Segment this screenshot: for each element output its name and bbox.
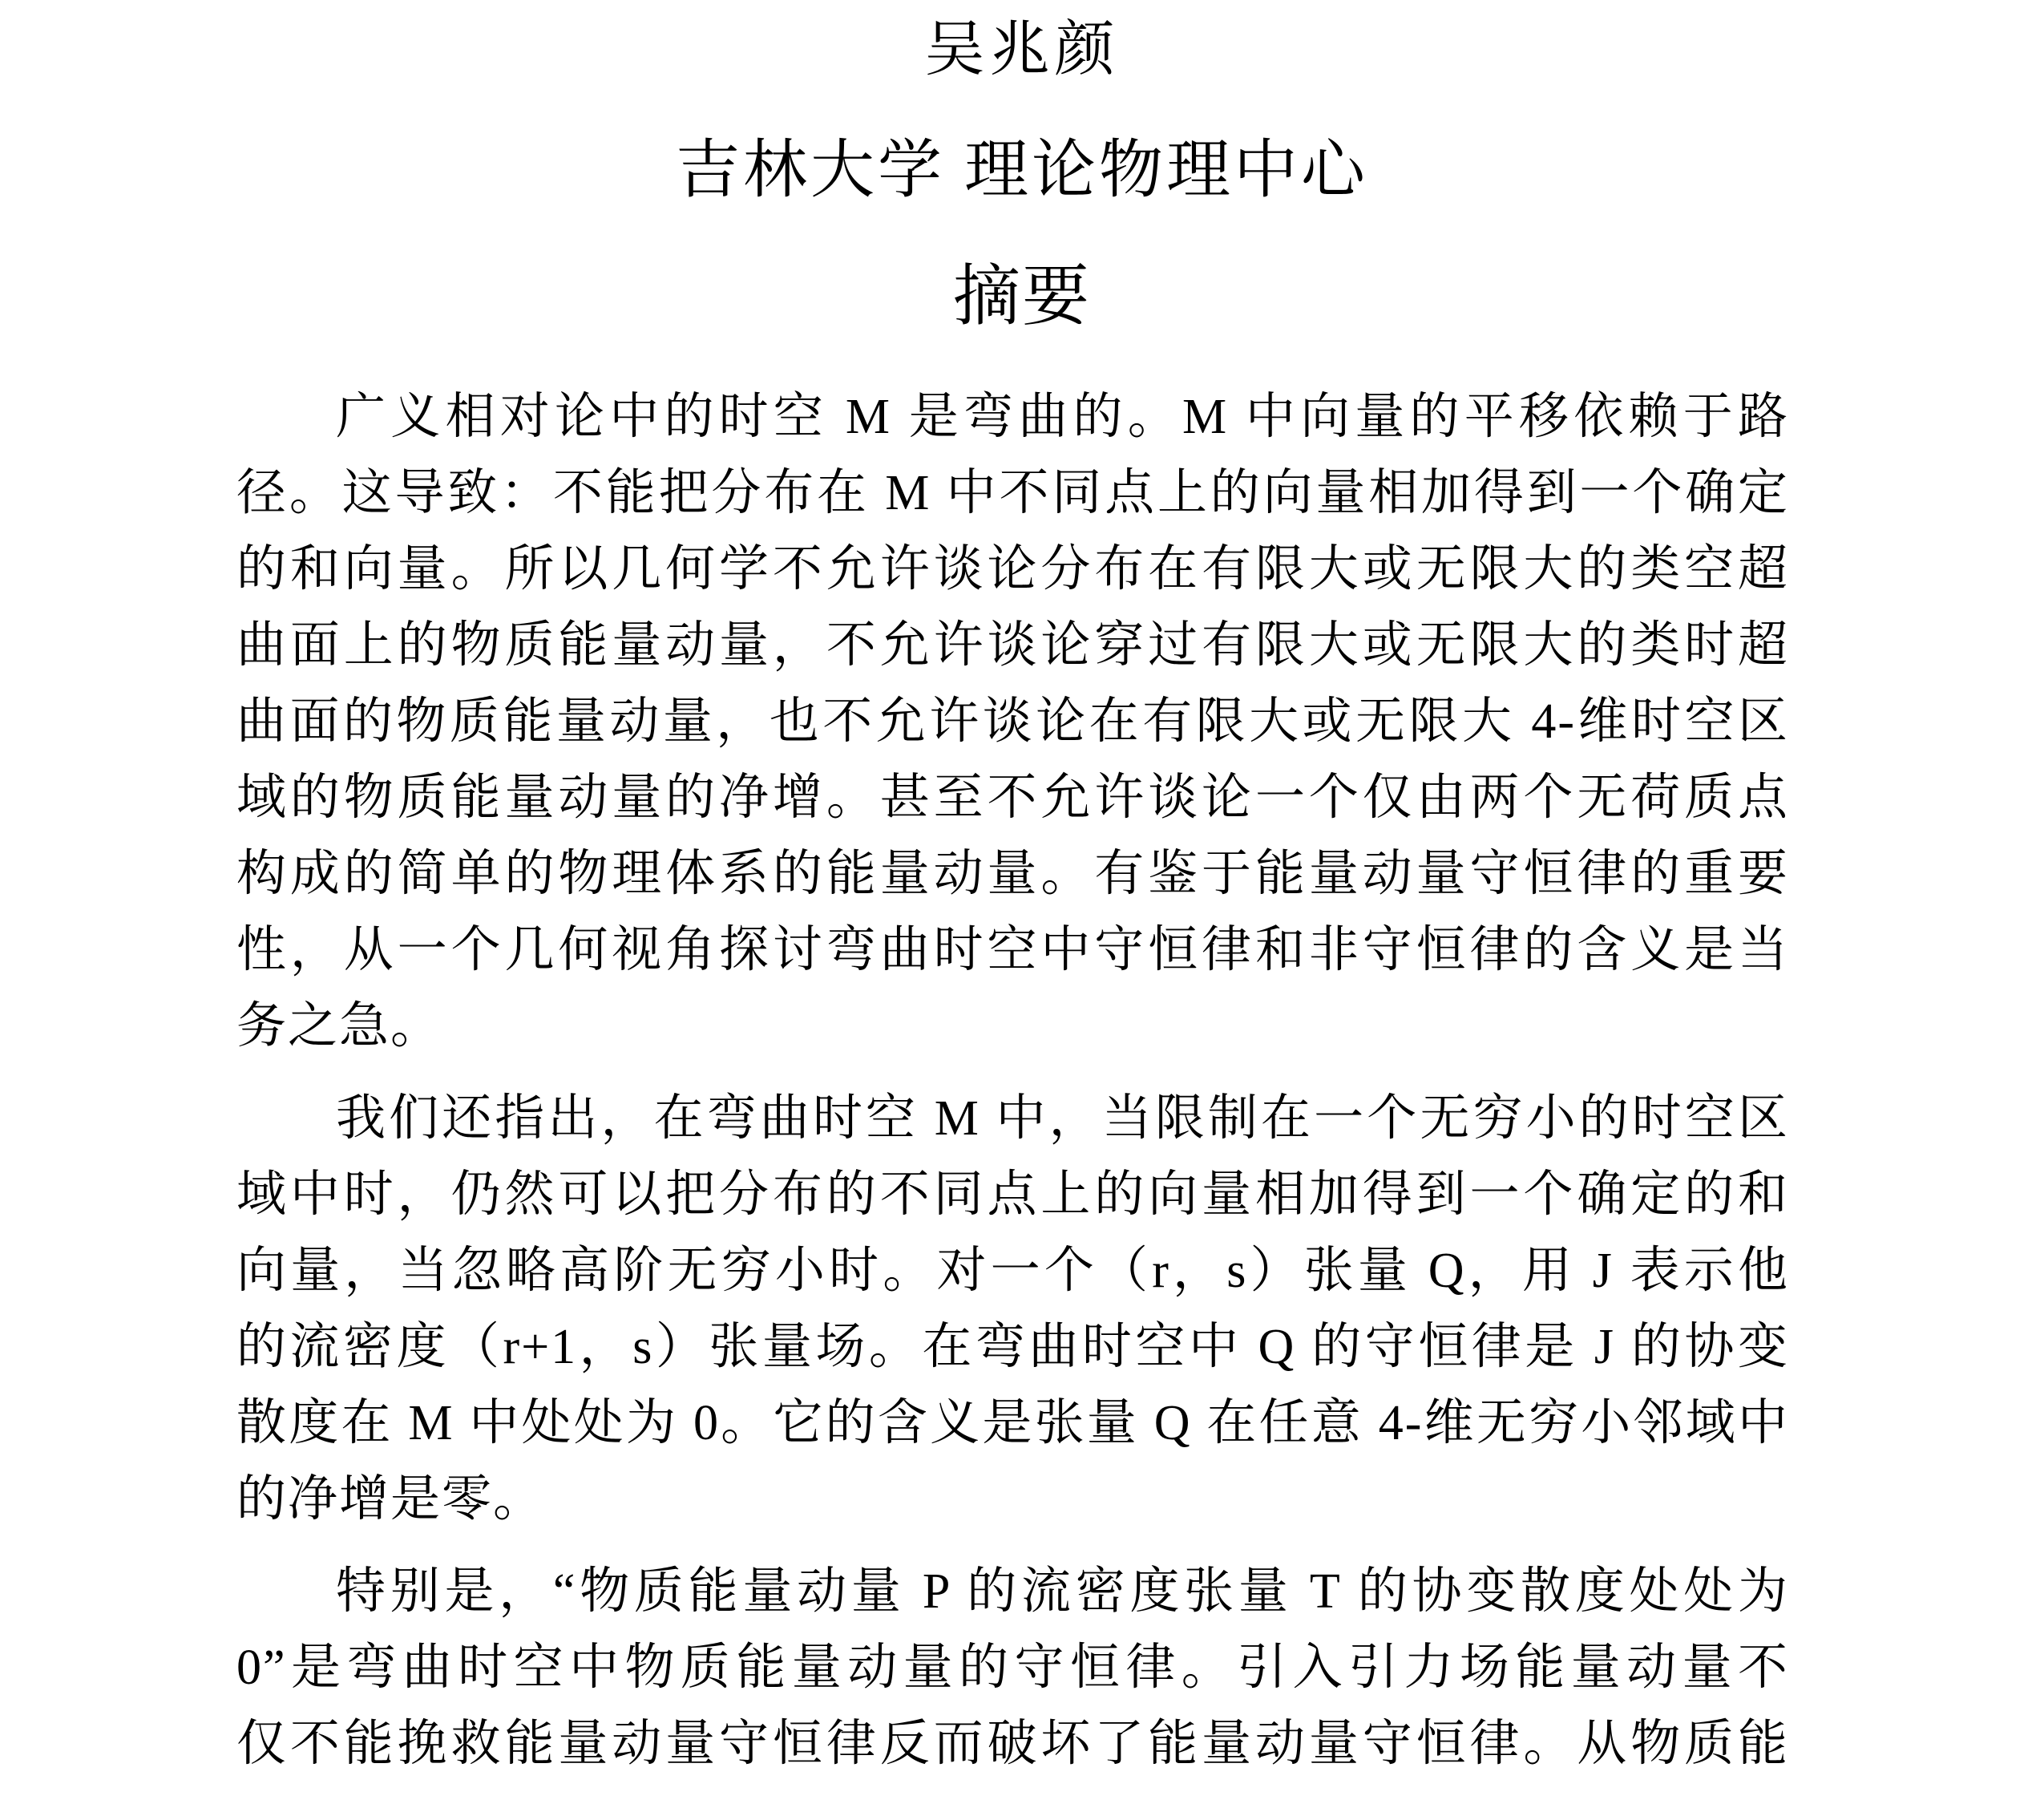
abstract-line: 广义相对论中的时空 M 是弯曲的。M 中向量的平移依赖于路 [336,389,1789,444]
abstract-line: 向量，当忽略高阶无穷小时。对一个（r，s）张量 Q，用 J 表示他 [236,1243,1789,1298]
abstract-heading: 摘要 [952,259,1091,334]
abstract-paragraph-1 [236,379,1789,1065]
abstract-body [236,379,1789,1782]
abstract-line: 的和向量。所以几何学不允许谈论分布在有限大或无限大的类空超 [236,541,1789,597]
abstract-line: 特别是，“物质能量动量 P 的流密度张量 T 的协变散度处处为 [336,1563,1789,1619]
abstract-line: 务之急。 [236,998,442,1054]
abstract-line: 我们还指出，在弯曲时空 M 中，当限制在一个无穷小的时空区 [336,1090,1789,1146]
abstract-line: 散度在 M 中处处为 0。它的含义是张量 Q 在任意 4-维无穷小邻域中 [236,1395,1789,1450]
author-name: 吴兆颜 [924,17,1120,83]
abstract-line: 径。这导致：不能把分布在 M 中不同点上的向量相加得到一个确定 [236,465,1789,520]
abstract-line: 性，从一个几何视角探讨弯曲时空中守恒律和非守恒律的含义是当 [236,922,1789,977]
abstract-line: 0”是弯曲时空中物质能量动量的守恒律。引入引力场能量动量不 [236,1640,1789,1695]
abstract-line: 曲面上的物质能量动量，不允许谈论穿过有限大或无限大的类时超 [236,617,1789,673]
affiliation: 吉林大学 理论物理中心 [676,135,1368,206]
abstract-paragraph-2 [236,1081,1789,1538]
abstract-line: 的净增是零。 [236,1471,545,1527]
abstract-line: 域中时，仍然可以把分布的不同点上的向量相加得到一个确定的和 [236,1167,1789,1222]
abstract-line: 曲面的物质能量动量，也不允许谈论在有限大或无限大 4-维时空区 [236,694,1789,749]
abstract-line: 构成的简单的物理体系的能量动量。有鉴于能量动量守恒律的重要 [236,846,1789,901]
abstract-line: 仅不能挽救能量动量守恒律反而破坏了能量动量守恒律。从物质能 [236,1716,1789,1771]
abstract-line: 的流密度（r+1，s）张量场。在弯曲时空中 Q 的守恒律是 J 的协变 [236,1319,1789,1374]
abstract-line: 域的物质能量动量的净增。甚至不允许谈论一个仅由两个无荷质点 [236,770,1789,825]
abstract-paragraph-3 [236,1554,1789,1782]
